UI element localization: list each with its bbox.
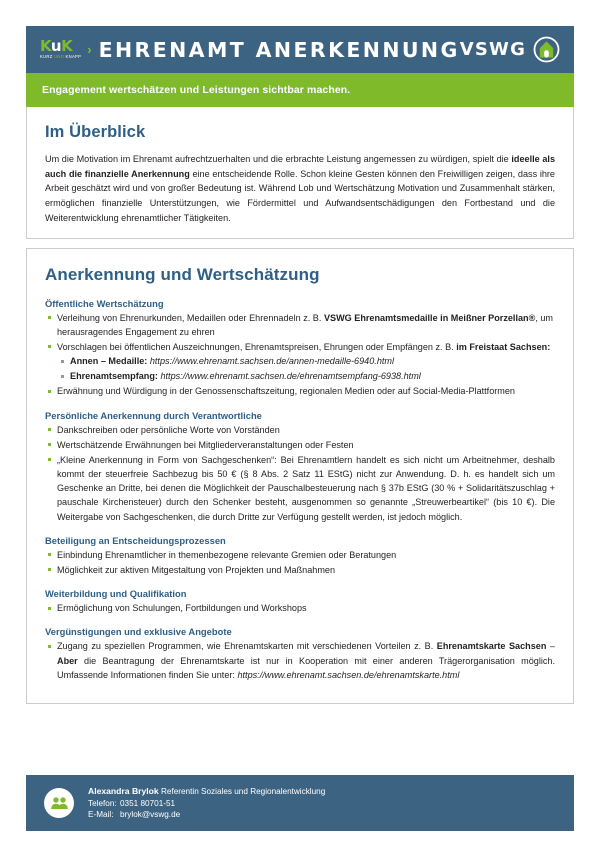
overview-text-part1: Um die Motivation im Ehrenamt aufrechtzuerhalten und die erbrachte Leistung angemessen zu würdigen, spielt die <box>45 154 512 164</box>
header-bar <box>26 26 574 73</box>
recognition-card <box>26 248 574 704</box>
tagline-bar <box>26 73 574 107</box>
kuk-sub-word3: KNAPP <box>65 54 82 60</box>
list-item: Erwähnung und Würdigung in der Genossenschaftszeitung, regionalen Medien oder auf Social-Media-Plattformen <box>45 384 555 398</box>
item-text-bold: VSWG Ehrenamtsmedaille in Meißner Porzellan® <box>323 312 536 323</box>
kuk-sub-word2: UND <box>54 54 65 60</box>
section-heading: Vergünstigungen und exklusive Angebote <box>45 626 232 638</box>
masthead <box>26 26 574 107</box>
kuk-logo <box>40 39 81 59</box>
section-persoenliche-anerkennung <box>45 410 555 524</box>
item-text-bold2: Aber <box>57 655 78 666</box>
phone-value: 0351 80701-51 <box>120 798 176 808</box>
list-item <box>45 639 555 682</box>
sub-list-item <box>57 369 555 383</box>
list-item: Wertschätzende Erwähnungen bei Mitgliederveranstaltungen oder Festen <box>45 438 555 452</box>
list-item <box>45 340 555 384</box>
section-heading: Weiterbildung und Qualifikation <box>45 588 187 600</box>
contact-details <box>88 785 325 822</box>
section-verguenstigungen <box>45 626 555 682</box>
sub-item-url[interactable]: https://www.ehrenamt.sachsen.de/annen-medaille-6940.html <box>149 356 394 367</box>
overview-title: Im Überblick <box>45 123 146 141</box>
item-text-bold: im Freistaat Sachsen: <box>456 341 551 352</box>
section-weiterbildung <box>45 588 555 615</box>
section-oeffentliche-wertschaetzung <box>45 298 555 399</box>
item-text-pre: Zugang zu speziellen Programmen, wie Ehrenamtskarten mit verschiedenen Vorteilen z. B. <box>57 641 437 652</box>
section-heading: Beteiligung an Entscheidungsprozessen <box>45 534 226 546</box>
vswg-logo <box>460 36 560 63</box>
phone-label: Telefon: <box>88 798 117 808</box>
item-text-post: , um herausragendes Engagement zu ehren <box>57 312 553 337</box>
kuk-logo-wordmark <box>40 39 81 54</box>
contact-email-row <box>88 809 325 821</box>
tagline-text: Engagement wertschätzen und Leistungen sichtbar machen. <box>42 84 351 96</box>
item-text-pre: Verleihung von Ehrenurkunden, Medaillen oder Ehrennadeln z. B. <box>57 312 324 323</box>
bullet-list <box>45 423 555 524</box>
vswg-house-icon <box>533 36 560 63</box>
recognition-title: Anerkennung und Wertschätzung <box>45 264 320 284</box>
overview-text-part2: eine entscheidende Rolle. Schon kleine Gesten können den Freiwilligen zeigen, dass ihre Arbeit geschätzt wird und von großer Bedeutung ist. Während Lob und Wertschätzung Motivation und Zusammenhalt stärken, ermöglichen finanzielle Unterstützungen, wie Fördermittel und Aufwandsentschädigungen den Fortbestand und die Weiterentwicklung ehrenamtlicher Tätigkeiten. <box>45 168 555 223</box>
overview-paragraph <box>45 152 555 226</box>
email-value[interactable]: brylok@vswg.de <box>120 810 181 820</box>
list-item: Einbindung Ehrenamtlicher in themenbezogene relevante Gremien oder Beratungen <box>45 548 555 562</box>
kuk-letter-u: u <box>50 37 62 56</box>
list-item: Möglichkeit zur aktiven Mitgestaltung von Projekten und Maßnahmen <box>45 563 555 577</box>
list-item: Dankschreiben oder persönliche Worte von Vorständen <box>45 423 555 437</box>
email-label: E-Mail: <box>88 810 114 820</box>
bullet-list <box>45 548 555 577</box>
contact-role: Referentin Soziales und Regionalentwicklung <box>160 786 326 796</box>
item-text-post: die Beantragung der Ehrenamtskarte ist nur in Kooperation mit einer anderen Trägerorganisation möglich. Umfassende Informationen finden Sie unter: <box>57 655 555 680</box>
bullet-list <box>45 639 555 682</box>
contact-phone-row <box>88 798 325 810</box>
people-icon <box>50 796 69 810</box>
section-heading: Öffentliche Wertschätzung <box>45 297 164 309</box>
chevron-right-icon: › <box>87 42 92 57</box>
list-item: „Kleine Anerkennung in Form von Sachgeschenken“: Bei Ehrenamtlern handelt es sich nicht um Arbeitnehmer, deshalb kommt der steuerfreie Sachbezug bis 50 € (§ 8 Abs. 2 Satz 11 EStG) nicht zur Anwendung. D. h. es handelt sich um Geschenke an Dritte, bei denen die Möglichkeit der Pauschalbesteuerung nach § 37b EStG (30 % + Solidaritätszuschlag + pauschale Kirchensteuer) durch den Schenker besteht, ausgenommen so genannte „Streuwerbeartikel“ (bis 10 €). Die Weitergabe von Sachgeschenken, die durch Dritte zur Verfügung gestellt werden, ist jedoch möglich. <box>45 453 555 524</box>
bullet-list <box>45 601 555 615</box>
sub-list-item <box>57 354 555 368</box>
kuk-letter-k1: K <box>40 37 51 56</box>
item-text-pre: Vorschlagen bei öffentlichen Auszeichnungen, Ehrenamtspreisen, Ehrungen oder Empfängen z. B. <box>57 341 457 352</box>
item-text-bold1: Ehrenamtskarte Sachsen <box>436 641 547 652</box>
contact-name: Alexandra Brylok <box>88 785 159 796</box>
avatar <box>44 788 74 818</box>
list-item: Ermöglichung von Schulungen, Fortbildungen und Workshops <box>45 601 555 615</box>
overview-card <box>26 107 574 239</box>
kuk-logo-subtitle <box>40 55 81 59</box>
contact-name-row <box>88 785 325 798</box>
list-item <box>45 311 555 339</box>
bullet-list <box>45 311 555 399</box>
kuk-letter-k2: K <box>61 37 73 56</box>
sub-item-url[interactable]: https://www.ehrenamt.sachsen.de/ehrenamtsempfang-6938.html <box>160 371 421 382</box>
kuk-sub-word1: KURZ <box>40 54 53 60</box>
section-beteiligung <box>45 535 555 577</box>
item-url[interactable]: https://www.ehrenamt.sachsen.de/ehrenamtskarte.html <box>237 669 460 680</box>
sub-item-label: Ehrenamtsempfang: <box>70 371 158 382</box>
sub-item-label: Annen – Medaille: <box>70 356 148 367</box>
page-title: EHRENAMT ANERKENNUNG <box>98 37 460 62</box>
overview-text-bold: ideelle als auch die finanzielle Anerkennung <box>45 154 556 179</box>
vswg-wordmark: VSWG <box>459 39 527 60</box>
item-text-mid: – <box>546 641 555 652</box>
contact-footer <box>26 775 574 831</box>
section-heading: Persönliche Anerkennung durch Verantwortliche <box>45 409 262 421</box>
sub-bullet-list <box>57 354 555 383</box>
